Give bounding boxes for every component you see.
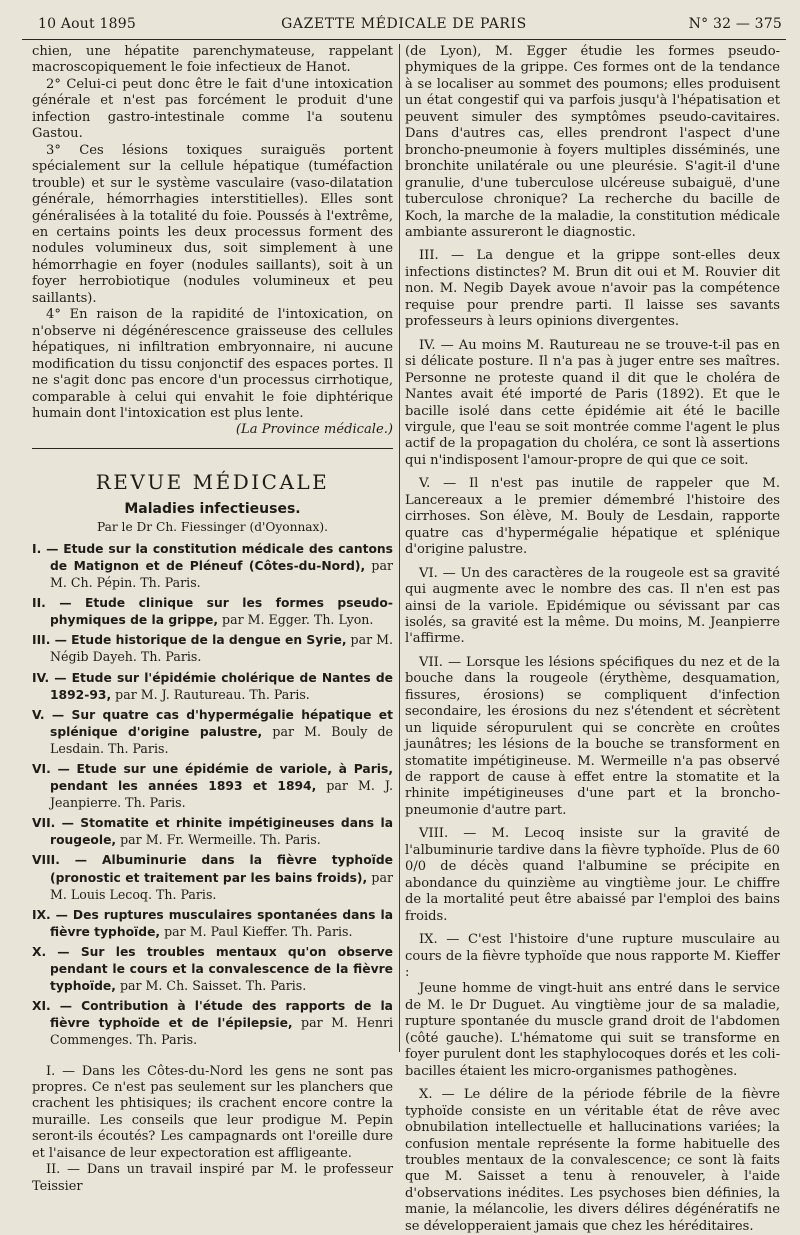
list-item: VIII. — Albuminurie dans la fièvre typhoïde (pronostic et traitement par les bains froids), par M. Louis Lecoq. Th. Paris.: [32, 853, 394, 902]
thesis-list: [32, 541, 393, 1050]
paragraph: VIII. — M. Lecoq insiste sur la gravité de l'albuminurie tardive dans la fièvre typhoïde. Plus de 60 0/0 de décès quand l'albumine se précipite en abondance du quinzième au vingtième jour. Le chiffre de la mortalité peut être abaissé par l'emploi des bains froids.: [405, 826, 780, 924]
column-divider: [399, 44, 400, 1052]
right-column: [405, 44, 780, 1235]
journal-title: GAZETTE MÉDICALE DE PARIS: [281, 16, 527, 32]
paragraph: (de Lyon), M. Egger étudie les formes pseudo-phymiques de la grippe. Ces formes ont de la tendance à se localiser au sommet des poumons; elles produisent un état congestif qui va parfois jusqu'à l'hépatisation et peuvent simuler des symptômes pseudo-cavitaires. Dans d'autres cas, elles prendront l'aspect d'une broncho-pneumonie à foyers multiples disséminés, une bronchite unilatérale ou une pleurésie. S'agit-il d'une granulie, d'une tuberculose ulcéreuse subaiguë, d'une tuberculose chronique? La recherche du bacille de Koch, la marche de la maladie, la constitution médicale ambiante assureront le diagnostic.: [405, 44, 780, 240]
paragraph: 2° Celui-ci peut donc être le fait d'une intoxication générale et n'est pas forcément le produit d'une infection gastro-intestinale comme l'a soutenu Gastou.: [32, 76, 393, 142]
paragraph: Jeune homme de vingt-huit ans entré dans le service de M. le Dr Duguet. Au vingtième jour de sa maladie, rupture spontanée du muscle grand droit de l'abdomen (côté gauche). L'hématome qui suit se transforme en foyer purulent dont les staphylocoques dorés et les coli-bacilles étaient les micro-organismes pathogènes.: [405, 981, 780, 1079]
page-header: [22, 12, 786, 38]
paragraph: I. — Dans les Côtes-du-Nord les gens ne sont pas propres. Ce n'est pas seulement sur les planchers que crachent les phtisiques; ils crachent encore contre la muraille. Les conseils que leur prodigue M. Pepin seront-ils écoutés? Les campagnards ont l'oreille dure et l'aisance de leur expectoration est affligeante.: [32, 1063, 393, 1161]
issue-date: 10 Aout 1895: [38, 16, 136, 32]
source-citation: (La Province médicale.): [235, 422, 393, 438]
list-item: XI. — Contribution à l'étude des rapports de la fièvre typhoïde et de l'épilepsie, par M. Henri Commenges. Th. Paris.: [32, 999, 394, 1048]
paragraph: 4° En raison de la rapidité de l'intoxication, on n'observe ni dégénérescence graisseuse des cellules hépatiques, ni infiltration embryonnaire, ni aucune modification du tissu conjonctif des espaces portes. Il ne s'agit donc pas encore d'un processus cirrhotique, comparable à celui qui envahit le foie diphtérique humain dont l'intoxication est plus lente.: [32, 307, 393, 421]
paragraph: IV. — Au moins M. Rautureau ne se trouve-t-il pas en si délicate posture. Il n'a pas à juger entre ses maîtres. Personne ne proteste quand il dit que le choléra de Nantes avait été importé de Paris (1892). Et que le bacille isolé dans cette épidémie ait été le bacille virgule, que l'eau se soit montrée comme l'agent le plus actif de la propagation du choléra, ce sont là assertions qui n'indisposent l'amour-propre de qui que ce soit.: [405, 337, 780, 468]
list-item: IV. — Etude sur l'épidémie cholérique de Nantes de 1892-93, par M. J. Rautureau. Th. Paris.: [32, 670, 393, 702]
paragraph: III. — La dengue et la grippe sont-elles deux infections distinctes? M. Brun dit oui et M. Rouvier dit non. M. Negib Dayek avoue n'avoir pas la compétence requise pour prendre parti. Il laisse ses savants professeurs à leurs opinions divergentes.: [405, 248, 780, 330]
paragraph: IX. — C'est l'histoire d'une rupture musculaire au cours de la fièvre typhoïde que nous rapporte M. Kieffer :: [405, 932, 780, 981]
list-item: III. — Etude historique de la dengue en Syrie, par M. Négib Dayeh. Th. Paris.: [32, 632, 394, 665]
section-title: REVUE MÉDICALE: [95, 469, 330, 494]
section-rule: [32, 448, 393, 449]
paragraph: VII. — Lorsque les lésions spécifiques du nez et de la bouche dans la rougeole (érythème, desquamation, fissures, érosions) se compliquent d'infection secondaire, les érosions du nez s'étendent et sécrètent un liquide séropurulent qui se concrète en croûtes jaunâtres; les lésions de la bouche se transforment en stomatite impétigineuse. M. Wermeille n'a pas observé de rapport de cause à effet entre la stomatite et la rhinite impétigineuses d'une part et la broncho-pneumonie d'autre part.: [405, 654, 780, 818]
byline: Par le Dr Ch. Fiessinger (d'Oyonnax).: [96, 519, 329, 534]
issue-page-number: N° 32 — 375: [688, 16, 782, 32]
paragraph: VI. — Un des caractères de la rougeole est sa gravité qui augmente avec le nombre des cas. Il n'en est pas ainsi de la variole. Epidémique ou sévissant par cas isolés, sa gravité est la même. Du moins, M. Jeanpierre l'affirme.: [405, 565, 780, 647]
paragraph: V. — Il n'est pas inutile de rappeler que M. Lancereaux a le premier démembré l'histoire des cirrhoses. Son élève, M. Bouly de Lesdain, rapporte quatre cas d'hypermégalie hépatique et splénique d'origine palustre.: [405, 476, 780, 558]
list-item: V. — Sur quatre cas d'hypermégalie hépatique et splénique d'origine palustre, par M. Bouly de Lesdain. Th. Paris.: [32, 707, 393, 756]
header-rule: [22, 39, 786, 40]
list-item: VII. — Stomatite et rhinite impétigineuses dans la rougeole, par M. Fr. Wermeille. Th. Paris.: [32, 816, 393, 848]
list-item: VI. — Etude sur une épidémie de variole, à Paris, pendant les années 1893 et 1894, par M. J. Jeanpierre. Th. Paris.: [32, 762, 393, 811]
paragraph: II. — Dans un travail inspiré par M. le professeur Teissier: [32, 1162, 393, 1194]
list-item: II. — Etude clinique sur les formes pseudo-phymiques de la grippe, par M. Egger. Th. Lyon.: [32, 596, 393, 628]
paragraph: chien, une hépatite parenchymateuse, rappelant macroscopiquement le foie infectieux de Hanot.: [32, 44, 393, 76]
list-item: I. — Etude sur la constitution médicale des cantons de Matignon et de Pléneuf (Côtes-du-Nord), par M. Ch. Pépin. Th. Paris.: [32, 541, 394, 591]
left-column: [32, 44, 393, 1195]
subsection-title: Maladies infectieuses.: [124, 500, 301, 517]
list-item: IX. — Des ruptures musculaires spontanées dans la fièvre typhoïde, par M. Paul Kieffer. Th. Paris.: [32, 907, 393, 939]
paragraph: X. — Le délire de la période fébrile de la fièvre typhoïde consiste en un véritable état de rêve avec obnubilation intellectuelle et hallucinations variées; la confusion mentale représente la forme habituelle des troubles mentaux de la convalescence; ce sont là faits que M. Saisset a tenu à renouveler, à l'aide d'observations inédites. Les psychoses bien définies, la manie, la mélancolie, les divers délires dégénératifs ne se développeraient jamais que chez les héréditaires.: [405, 1087, 780, 1234]
paragraph: 3° Ces lésions toxiques suraiguës portent spécialement sur la cellule hépatique (tuméfaction trouble) et sur le système vasculaire (vaso-dilatation générale, hémorrhagies interstitielles). Elles sont généralisées à la totalité du foie. Poussés à l'extrême, en certains points les deux processus forment des nodules volumineux dus, soit simplement à une hémorrhagie en foyer (nodules saillants), soit à un foyer herrobiotique (nodules volumineux et peu saillants).: [32, 142, 393, 306]
list-item: X. — Sur les troubles mentaux qu'on observe pendant le cours et la convalescence de la fièvre typhoïde, par M. Ch. Saisset. Th. Paris.: [32, 944, 393, 994]
